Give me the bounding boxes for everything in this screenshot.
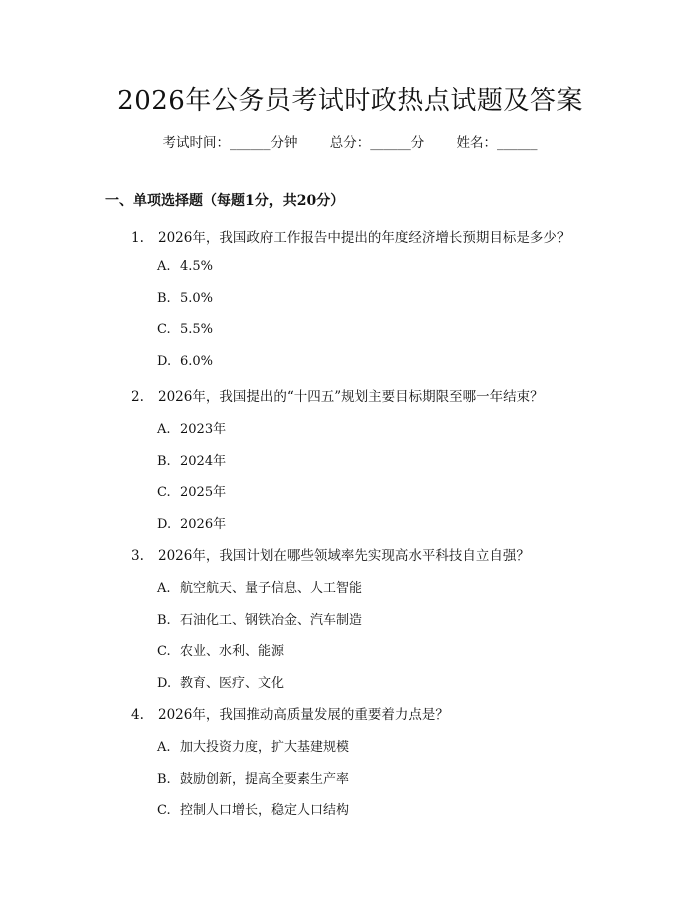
exam-meta (0, 131, 700, 151)
option-text: 石油化工、钢铁冶金、汽车制造 (180, 613, 363, 628)
option-letter: B. (157, 772, 171, 787)
question-number: 4. (131, 707, 144, 723)
option-4b (157, 768, 349, 787)
option-text: 4.5% (180, 259, 214, 274)
question-1 (131, 226, 570, 246)
option-letter: D. (157, 354, 172, 369)
option-1a (157, 259, 213, 274)
section-heading: 一、单项选择题（每题1分，共20分） (105, 193, 345, 209)
option-3c (157, 640, 284, 659)
question-text: 2026年，我国政府工作报告中提出的年度经济增长预期目标是多少？ (158, 230, 571, 246)
option-text: 6.0% (180, 354, 214, 369)
option-1b (157, 291, 213, 306)
option-4a (157, 736, 349, 755)
name-field: 姓名：______ (456, 135, 538, 151)
option-letter: C. (157, 803, 171, 818)
option-text: 5.0% (180, 291, 214, 306)
option-2a (157, 418, 226, 437)
option-2c (157, 481, 226, 500)
question-number: 2. (131, 389, 144, 405)
option-4c (157, 799, 349, 818)
option-letter: D. (157, 676, 172, 691)
option-3d (157, 672, 284, 691)
question-2 (131, 385, 544, 405)
option-text: 教育、医疗、文化 (180, 676, 285, 691)
option-letter: C. (157, 644, 171, 659)
option-letter: A. (157, 740, 171, 755)
option-text: 加大投资力度，扩大基建规模 (180, 740, 350, 755)
option-letter: B. (157, 613, 171, 628)
option-3a (157, 577, 362, 596)
option-text: 2023年 (180, 422, 227, 437)
option-3b (157, 609, 362, 628)
option-text: 2026年 (180, 517, 227, 532)
question-text: 2026年，我国计划在哪些领域率先实现高水平科技自立自强？ (158, 548, 530, 564)
question-text: 2026年，我国推动高质量发展的重要着力点是？ (158, 707, 449, 723)
option-text: 鼓励创新，提高全要素生产率 (180, 772, 350, 787)
exam-time-field: 考试时间：______分钟 (162, 135, 298, 151)
page-title: 2026年公务员考试时政热点试题及答案 (117, 86, 583, 116)
option-text: 5.5% (180, 322, 214, 337)
option-text: 2025年 (180, 485, 227, 500)
option-letter: B. (157, 454, 171, 469)
question-text: 2026年，我国提出的“十四五”规划主要目标期限至哪一年结束？ (158, 389, 544, 405)
question-number: 3. (131, 548, 144, 564)
total-score-field: 总分：______分 (329, 135, 425, 151)
option-letter: C. (157, 485, 171, 500)
option-letter: D. (157, 517, 172, 532)
option-1c (157, 322, 213, 337)
option-letter: C. (157, 322, 171, 337)
option-letter: A. (157, 259, 171, 274)
option-letter: A. (157, 581, 171, 596)
option-text: 农业、水利、能源 (180, 644, 285, 659)
option-2d (157, 513, 226, 532)
option-letter: B. (157, 291, 171, 306)
question-3 (131, 544, 530, 564)
option-text: 控制人口增长，稳定人口结构 (180, 803, 350, 818)
option-letter: A. (157, 422, 171, 437)
question-4 (131, 703, 449, 723)
option-1d (157, 354, 213, 369)
option-2b (157, 450, 226, 469)
option-text: 航空航天、量子信息、人工智能 (180, 581, 363, 596)
option-text: 2024年 (180, 454, 227, 469)
question-number: 1. (131, 230, 144, 246)
